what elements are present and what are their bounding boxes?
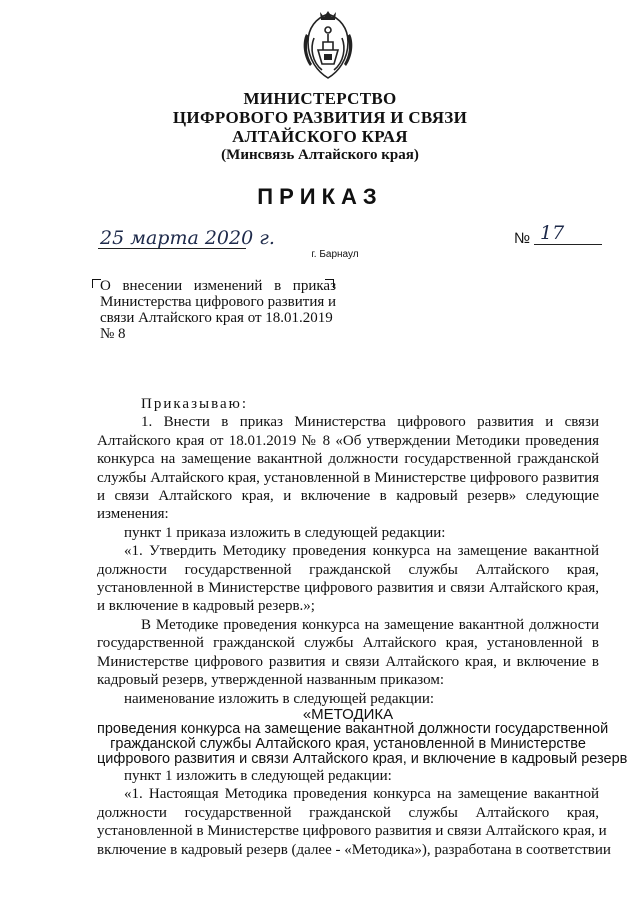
body-line: конкурса на замещение вакантной должности государственной гражданской <box>97 451 599 468</box>
body-line: наименование изложить в следующей редакции: <box>124 690 435 707</box>
body-line: должности государственной гражданской службы Алтайского края, <box>97 804 599 821</box>
method-line: цифрового развития и связи Алтайского края, и включение в кадровый резерв <box>97 750 628 767</box>
body-line: Алтайского края от 18.01.2019 № 8 «Об утверждении Методики проведения <box>97 432 599 449</box>
handwritten-number: 17 <box>540 222 565 244</box>
handwritten-date: 25 марта 2020 г. <box>100 227 275 249</box>
org-name-line2: ЦИФРОВОГО РАЗВИТИЯ И СВЯЗИ <box>172 108 468 127</box>
body-line: должности государственной гражданской службы Алтайского края, <box>97 561 599 578</box>
body-line: службы Алтайского края, установленной в Министерстве цифрового развития <box>97 469 599 486</box>
org-name-line3: АЛТАЙСКОГО КРАЯ <box>232 127 408 146</box>
number-label: № <box>514 230 531 247</box>
body-line: «1. Утвердить Методику проведения конкурса на замещение вакантной <box>124 543 599 560</box>
body-line: установленной в Министерстве цифрового развития и связи Алтайского края, <box>97 580 599 597</box>
method-line: проведения конкурса на замещение вакантной должности государственной <box>97 720 609 737</box>
org-short-name: (Минсвязь Алтайского края) <box>221 147 419 163</box>
body-line: В Методике проведения конкурса на замещение вакантной должности <box>141 616 599 633</box>
body-line: изменения: <box>97 506 169 523</box>
document-type-title: ПРИКАЗ <box>257 184 383 209</box>
body-line: «1. Настоящая Методика проведения конкурса на замещение вакантной <box>124 786 599 803</box>
body-line: 1. Внести в приказ Министерства цифрового развития и связи <box>141 414 599 431</box>
order-subject <box>100 278 336 342</box>
body-line: включение в кадровый резерв (далее - «Методика»), разработана в соответствии <box>97 841 611 858</box>
method-title: «МЕТОДИКА <box>302 705 394 723</box>
order-word: Приказываю: <box>141 396 248 412</box>
body-line: и включение в кадровый резерв.»; <box>97 598 315 615</box>
subject-line: связи Алтайского края от 18.01.2019 <box>100 310 333 326</box>
order-body <box>97 395 628 859</box>
number-underline <box>534 244 602 245</box>
body-line: государственной гражданской службы Алтайского края, установленной в <box>97 635 599 652</box>
subject-line: № 8 <box>100 326 126 342</box>
body-line: пункт 1 изложить в следующей редакции: <box>124 767 392 784</box>
org-name-line1: МИНИСТЕРСТВО <box>243 89 397 108</box>
body-line: Министерстве цифрового развития и связи Алтайского края, и включение в <box>97 653 599 670</box>
altai-coat-of-arms-icon <box>296 8 360 84</box>
subject-line: Министерства цифрового развития и <box>100 294 337 310</box>
body-line: и связи Алтайского края, и включение в кадровый резерв» следующие <box>97 488 599 505</box>
body-line: установленной в Министерстве цифрового развития и связи Алтайского края, и <box>97 823 607 840</box>
method-line: гражданской службы Алтайского края, установленной в Министерстве <box>110 735 586 752</box>
body-line: кадровый резерв, утвержденной названным приказом: <box>97 672 444 689</box>
body-line: пункт 1 приказа изложить в следующей редакции: <box>124 524 446 541</box>
subject-line: О внесении изменений в приказ <box>100 278 336 294</box>
city-label: г. Барнаул <box>311 249 359 260</box>
